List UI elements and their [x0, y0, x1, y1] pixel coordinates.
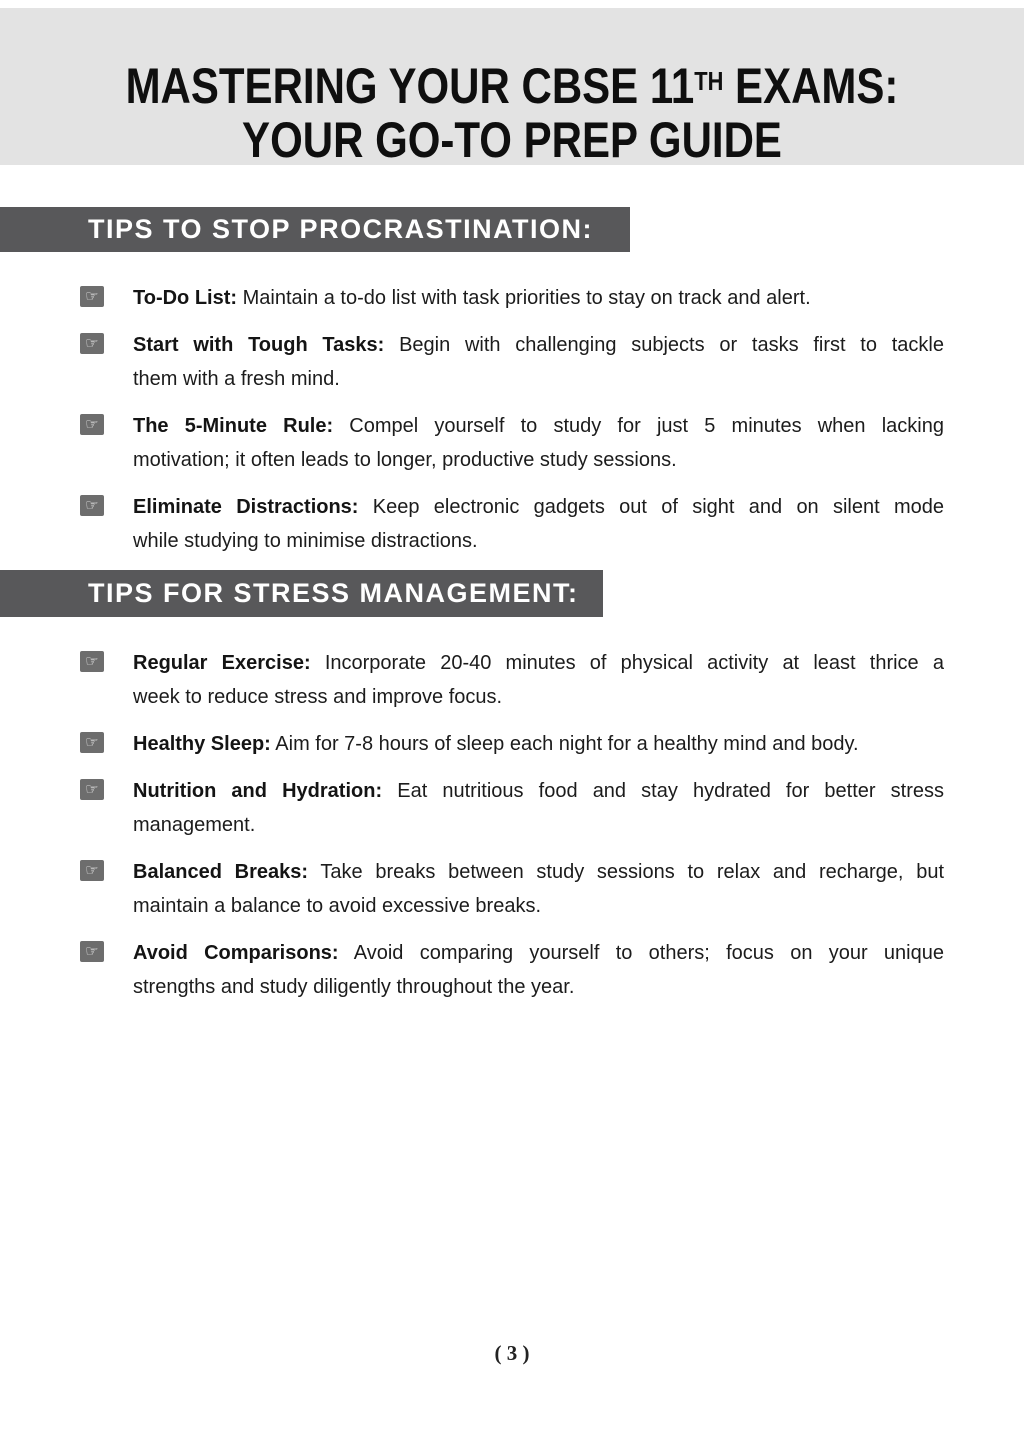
- tip-list: [80, 281, 944, 558]
- tip-line: them with a fresh mind.: [133, 368, 340, 390]
- tip-line: Nutrition and Hydration: Eat nutritious food and stay hydrated for better stress: [133, 780, 944, 802]
- tip-line: Regular Exercise: Incorporate 20-40 minutes of physical activity at least thrice a: [133, 652, 944, 674]
- tip-text: [133, 490, 944, 558]
- tip-text: [133, 646, 944, 714]
- tip-list: [80, 646, 944, 1004]
- tip-line: The 5-Minute Rule: Compel yourself to study for just 5 minutes when lacking: [133, 415, 944, 437]
- pointing-hand-icon: ☞: [80, 860, 104, 881]
- section-stress: [0, 570, 1024, 1017]
- tip-line: Start with Tough Tasks: Begin with challenging subjects or tasks first to tackle: [133, 334, 944, 356]
- section-procrastination: [0, 207, 1024, 571]
- tip-item: [80, 646, 944, 714]
- section-bar: [0, 570, 603, 617]
- tip-item: [80, 409, 944, 477]
- tip-line: Eliminate Distractions: Keep electronic gadgets out of sight and on silent mode: [133, 496, 945, 518]
- pointing-hand-icon: ☞: [80, 286, 104, 307]
- tip-text: [133, 774, 944, 842]
- pointing-hand-icon: ☞: [80, 732, 104, 753]
- header-band: [0, 8, 1024, 168]
- tip-line: Healthy Sleep: Aim for 7-8 hours of sleep each night for a healthy mind and body.: [133, 733, 859, 755]
- pointing-hand-icon: ☞: [80, 941, 104, 962]
- pointing-hand-icon: ☞: [80, 495, 104, 516]
- pointing-hand-icon: ☞: [80, 333, 104, 354]
- tip-item: [80, 328, 944, 396]
- tip-line: while studying to minimise distractions.: [133, 530, 478, 552]
- pointing-hand-icon: ☞: [80, 651, 104, 672]
- tip-line: Avoid Comparisons: Avoid comparing yourself to others; focus on your unique: [133, 942, 944, 964]
- pointing-hand-icon: ☞: [80, 414, 104, 435]
- page-title: [82, 8, 942, 167]
- tip-text: [133, 409, 944, 477]
- tip-line: maintain a balance to avoid excessive breaks.: [133, 895, 542, 917]
- title-superscript: TH: [694, 66, 724, 96]
- tip-item: [80, 490, 944, 558]
- pointing-hand-icon: ☞: [80, 779, 104, 800]
- tip-text: [133, 936, 944, 1004]
- tip-item: [80, 281, 944, 315]
- tip-text: [133, 281, 944, 315]
- tip-line: motivation; it often leads to longer, productive study sessions.: [133, 449, 677, 471]
- tip-item: [80, 936, 944, 1004]
- tip-line: strengths and study diligently throughout the year.: [133, 976, 575, 998]
- section-bar: [0, 207, 630, 252]
- tip-line: To-Do List: Maintain a to-do list with task priorities to stay on track and alert.: [133, 287, 811, 309]
- tip-line: week to reduce stress and improve focus.: [133, 686, 503, 708]
- tip-text: [133, 727, 944, 761]
- tip-text: [133, 855, 944, 923]
- tip-item: [80, 855, 944, 923]
- section-heading: TIPS FOR STRESS MANAGEMENT:: [88, 578, 579, 608]
- section-heading: TIPS TO STOP PROCRASTINATION:: [88, 214, 594, 244]
- title-line2: YOUR GO-TO PREP GUIDE: [242, 112, 782, 168]
- tip-line: Balanced Breaks: Take breaks between study sessions to relax and recharge, but: [133, 861, 944, 883]
- tip-line: management.: [133, 814, 256, 836]
- page-number: ( 3 ): [494, 1341, 530, 1365]
- title-line1: MASTERING YOUR CBSE 11TH EXAMS:: [125, 58, 899, 114]
- tip-item: [80, 727, 944, 761]
- tip-text: [133, 328, 944, 396]
- tip-item: [80, 774, 944, 842]
